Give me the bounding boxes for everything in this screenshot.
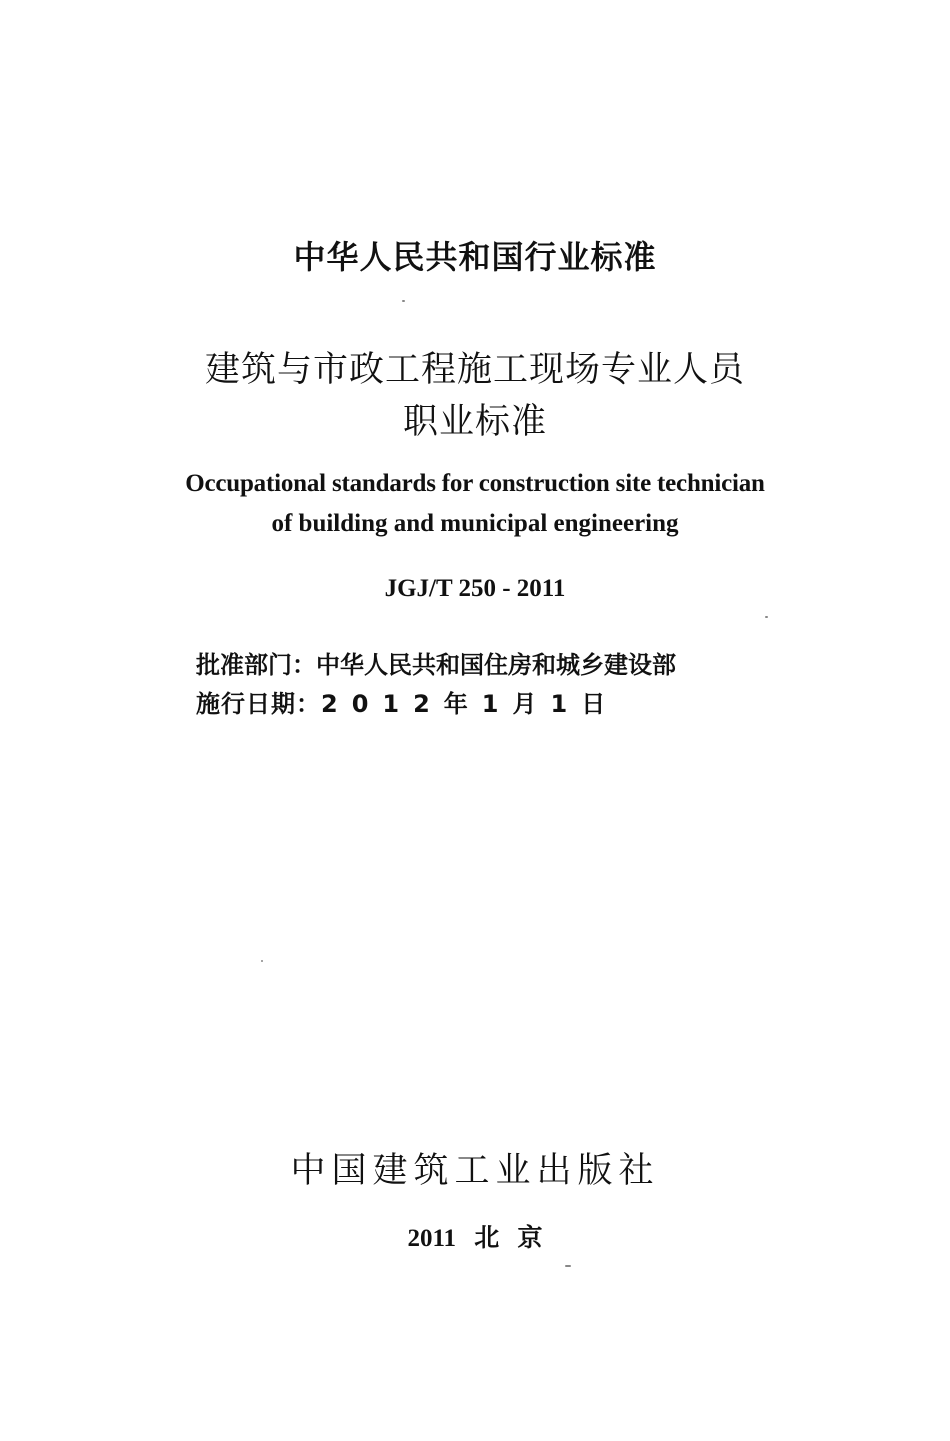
title-chinese-line-1: 建筑与市政工程施工现场专业人员	[204, 350, 745, 390]
publication-year-city: 2011 北 京	[407, 1225, 543, 1252]
scan-speck	[402, 300, 405, 302]
title-english-line-2: of building and municipal engineering	[271, 510, 679, 537]
approval-label: 批准部门：	[196, 651, 316, 679]
title-chinese-line-2: 职业标准	[402, 402, 547, 442]
scan-speck	[565, 1265, 571, 1267]
scan-speck	[765, 616, 768, 618]
effective-date-value: 2012年1月1日	[321, 690, 620, 718]
approval-value: 中华人民共和国住房和城乡建设部	[316, 651, 676, 679]
scan-speck	[261, 960, 263, 962]
effective-date-row	[196, 684, 619, 719]
effective-date-label: 施行日期：	[196, 690, 321, 718]
approval-department-row	[196, 645, 676, 680]
standard-category: 中华人民共和国行业标准	[293, 238, 657, 276]
standard-code: JGJ/T 250 - 2011	[384, 575, 566, 602]
publisher-name: 中国建筑工业出版社	[290, 1151, 660, 1191]
title-english-line-1: Occupational standards for construction site technician	[185, 470, 765, 497]
